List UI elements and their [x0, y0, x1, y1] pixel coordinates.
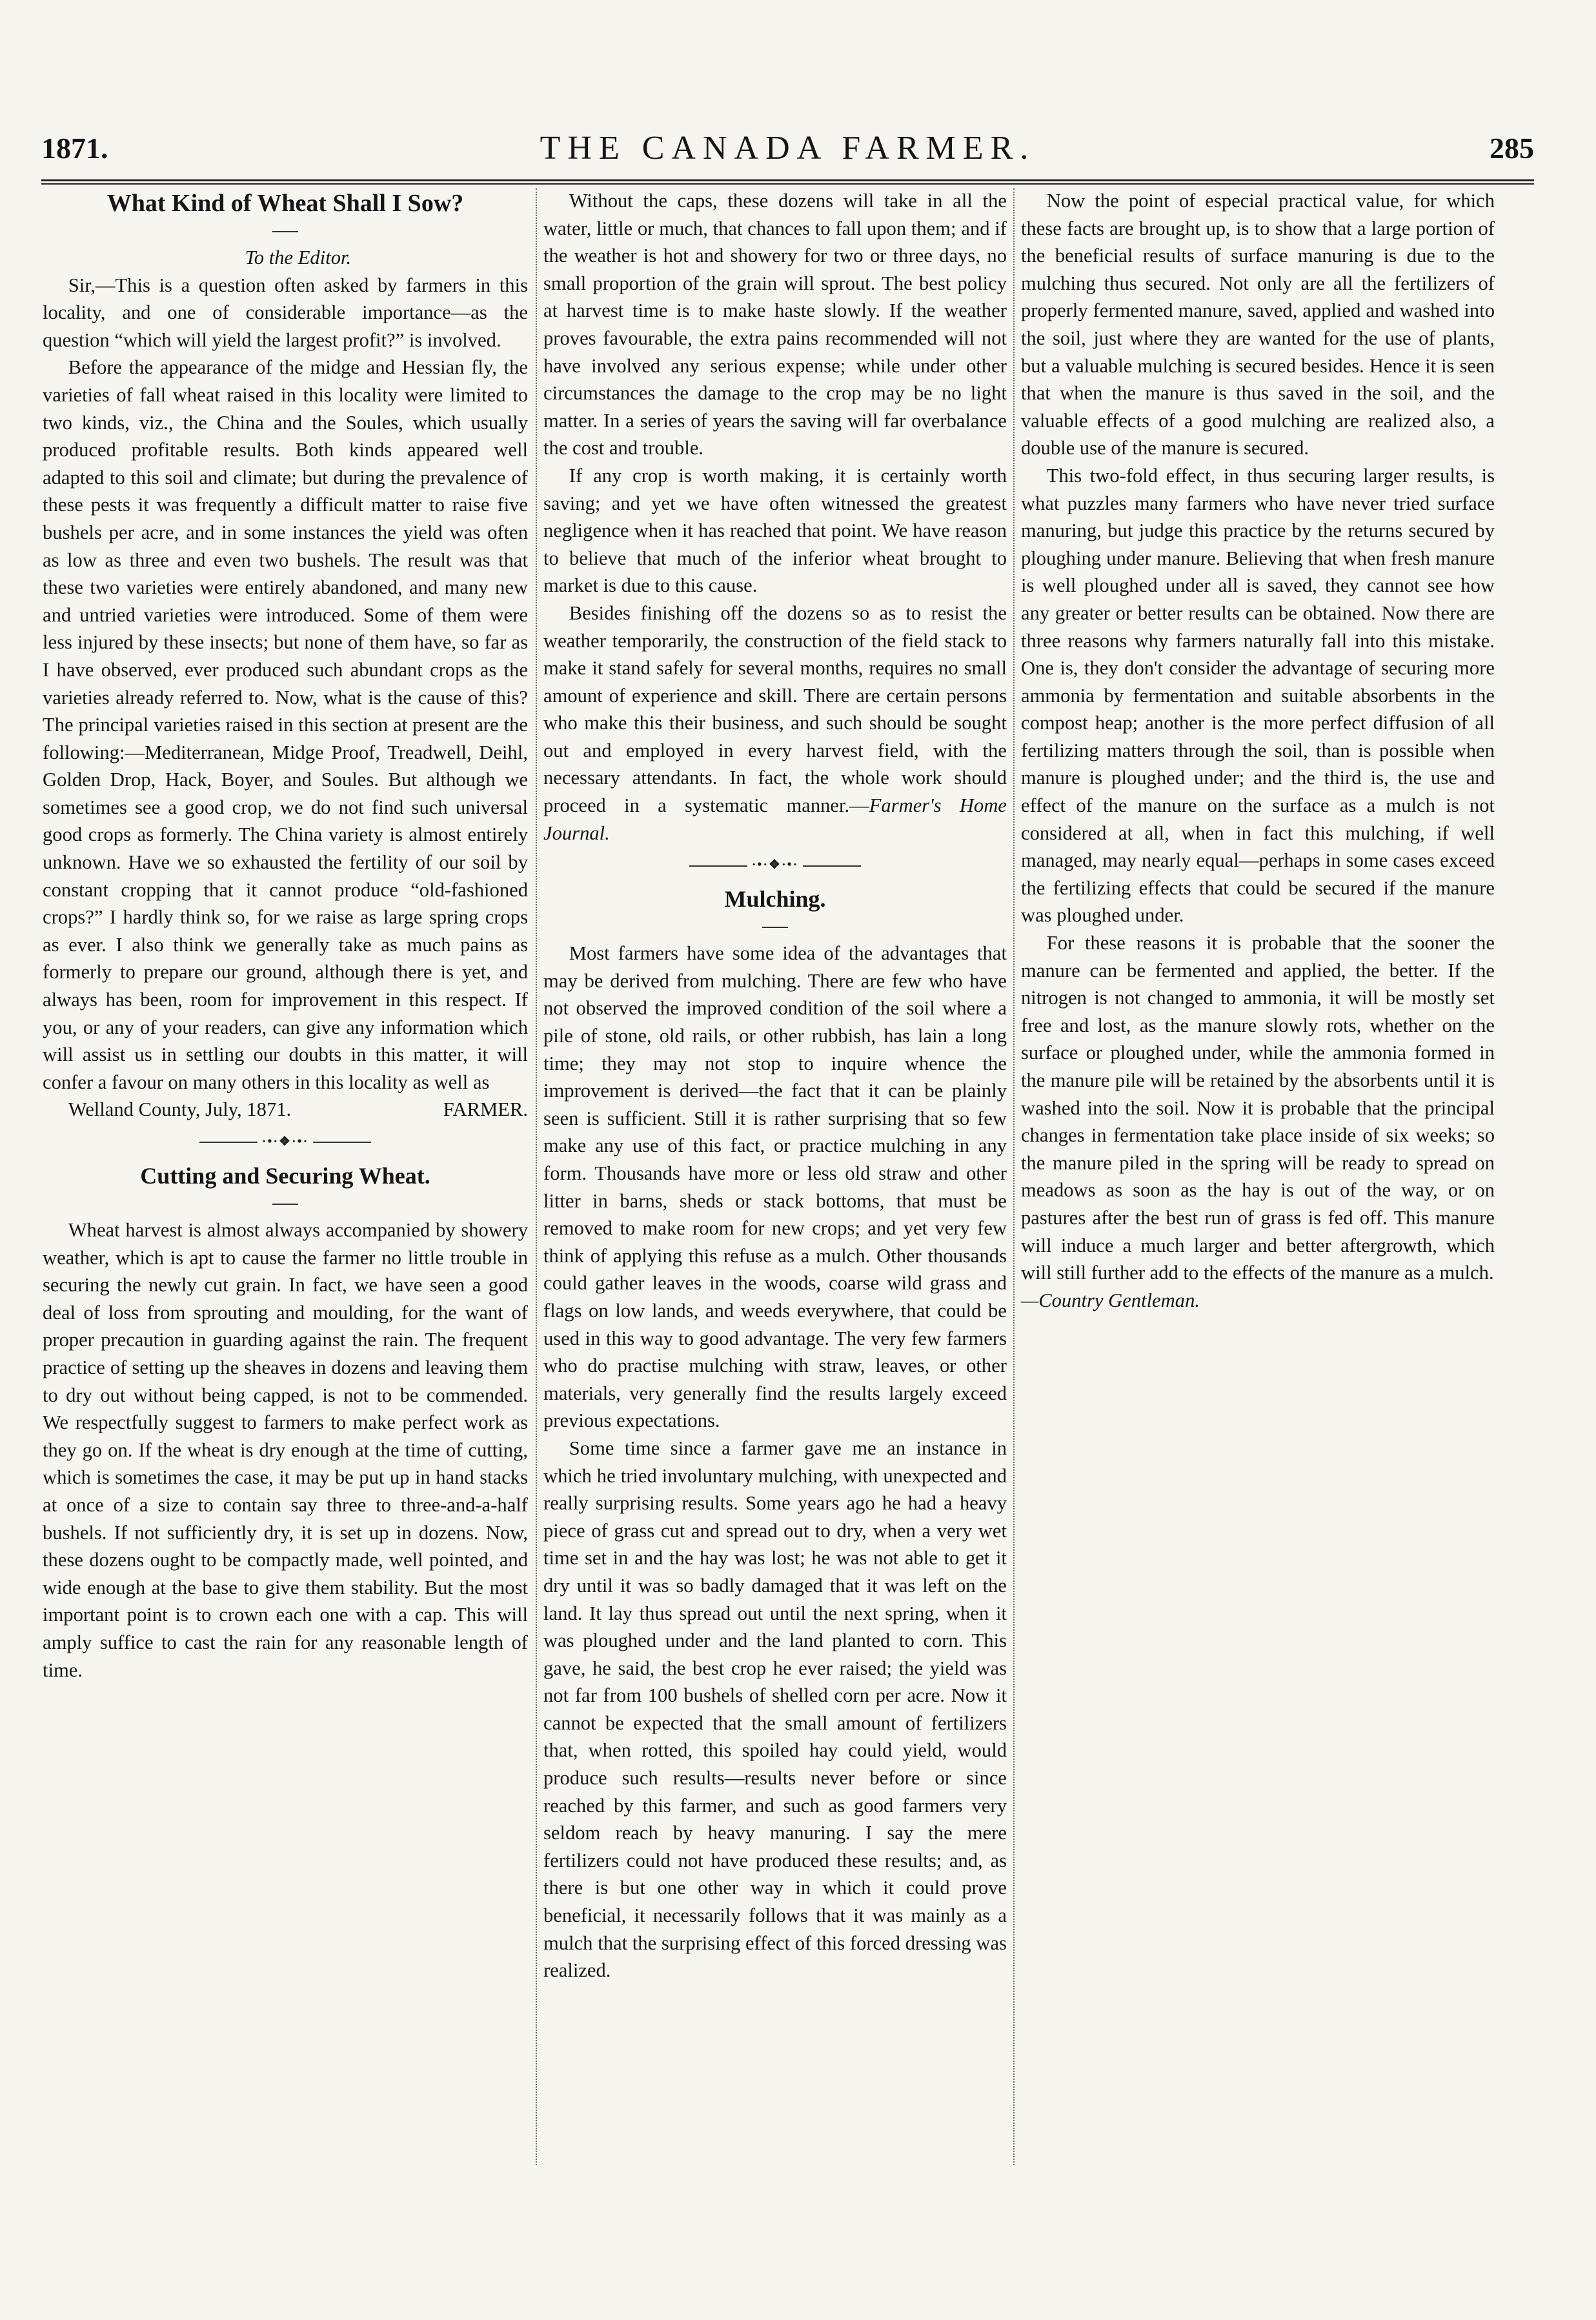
article-paragraph: This two-fold effect, in thus securing larger results, is what puzzles many farmers who have never tried surface manuring, but judge this practice by the returns secured by ploughing under manure. Believing that when fresh manure is well ploughed under all is saved, they cannot see how any greater or better results can be obtained. Now there are three reasons why farmers naturally fall into this mistake. One is, they don't consider the advantage of securing more ammonia by fermentation and suitable absorbents in the compost heap; another is the more perfect diffusion of all fertilizing matters through the soil, than is possible when manure is ploughed under; and the third is, the use and effect of the manure on the surface as a mulch is not considered at all, when in fact this mulching, if well managed, may nearly equal—perhaps in some cases exceed the fertilizing effects that could be secured if the manure was ploughed under. — [1021, 464, 1495, 927]
masthead — [41, 123, 1534, 174]
column-divider — [1013, 188, 1015, 2165]
article-paragraph: Some time since a farmer gave me an instance in which he tried involuntary mulching, with unexpected and really surprising results. Some years ago he had a heavy piece of grass cut and spread out to dry, when a very wet time set in and the hay was lost; he was not able to get it dry until it was so badly damaged that it was left on the land. It lay thus spread out until the next spring, when it was ploughed under and the land planted to corn. This gave, he said, the best crop he ever raised; the yield was not far from 100 bushels of shelled corn per acre. Now it cannot be expected that the small amount of fertilizers that, when rotted, this spoiled hay could yield, would produce such results—results never before or since reached by this farmer, and such as good farmers very seldom reach by heavy manuring. I say the mere fertilizers could not have produced these results; and, as there is but one other way in which it could prove beneficial, it necessarily follows that it was mainly as a mulch that the surprising effect of this forced dressing was realized. — [543, 1437, 1007, 1982]
column-1 — [43, 187, 528, 1684]
issue-year: 1871. — [41, 132, 108, 165]
article-paragraph: If any crop is worth making, it is certainly worth saving; and yet we have often witnessed the greatest negligence when it has reached that point. We have reason to believe that much of the inferior wheat brought to market is due to this cause. — [543, 464, 1007, 597]
column-3 — [1021, 187, 1495, 1314]
article-paragraph: Wheat harvest is almost always accompanied by showery weather, which is apt to cause the farmer no little trouble in securing the newly cut grain. In fact, we have seen a good deal of loss from sprouting and moulding, for the want of proper precaution in guarding against the rain. The frequent practice of setting up the sheaves in dozens and leaving them to dry out without being capped, is not to be commended. We respectfully suggest to farmers to make perfect work as they go on. If the wheat is dry enough at the time of cutting, which is sometimes the case, it may be put up in hand stacks at once of a size to contain say three to three-and-a-half bushels. If not sufficiently dry, it is set up in dozens. Now, these dozens ought to be compactly made, well pointed, and wide enough at the base to give them stability. But the most important point is to crown each one with a cap. This will amply suffice to cast the rain for any reasonable length of time. — [43, 1219, 528, 1681]
heading-dash — [43, 1193, 528, 1213]
section-ornament: ·•·❖·•· — [43, 1130, 528, 1153]
column-divider — [536, 188, 537, 2165]
article-heading-mulching: Mulching. — [724, 886, 826, 913]
article-source: Farmer's Home Journal. — [543, 794, 1007, 844]
letter-signature — [43, 1096, 528, 1124]
article-paragraph: For these reasons it is probable that the sooner the manure can be fermented and applied, the better. If the nitrogen is not changed to ammonia, it will be mostly set free and lost, as the manure slowly rots, whether on the surface or ploughed under, while the ammonia formed in the manure pile will be retained by the absorbents until it is washed into the soil. Now it is probable that the principal changes in fermentation take place inside of six weeks; so the manure piled in the spring will be ready to spread on meadows as soon as the hay is out of the way, or on pastures after the best run of grass is fed off. This manure will induce a much larger and better aftergrowth, which will still further add to the effects of the manure as a mulch. — [1021, 932, 1495, 1284]
masthead-rule — [41, 179, 1534, 181]
column-2 — [543, 187, 1007, 1984]
letter-salutation: To the Editor. — [245, 247, 352, 268]
article-paragraph: Most farmers have some idea of the advantages that may be derived from mulching. There are few who have not observed the improved condition of the soil where a pile of stone, old rails, or other rubbish, has lain a long time; they may not stop to inquire whence the improvement is derived—the fact that it can be plainly seen is sufficient. Still it is rather surprising that so few make any use of this fact, or practice mulching in any form. Thousands have more or less old straw and other litter in barns, sheds or stack bottoms, that must be removed to make room for new crops; and yet very few think of applying this refuse as a mulch. Other thousands could gather leaves in the woods, coarse wild grass and flags on low lands, and weeds everywhere, that could be used in this way to good advantage. The very few farmers who do practise mulching with straw, leaves, or other materials, very generally find the results largely exceed previous expectations. — [543, 942, 1007, 1432]
section-ornament: ·•·❖·•· — [543, 853, 1007, 876]
article-paragraph: Without the caps, these dozens will take in all the water, little or much, that chances to fall upon them; and if the weather is hot and showery for two or three days, no small proportion of the grain will sprout. The best policy at harvest time is to make haste slowly. If the weather proves favourable, the extra pains recommended will not have involved any serious expense; while under other circumstances the damage to the crop may be no light matter. In a series of years the saving will far overbalance the cost and trouble. — [543, 190, 1007, 459]
article-heading-cutting: Cutting and Securing Wheat. — [140, 1163, 430, 1189]
signature-name: FARMER. — [443, 1098, 528, 1121]
article-paragraph: Now the point of especial practical value, for which these facts are brought up, is to show that a large portion of the beneficial results of surface manuring is due to the mulching thus secured. Not only are all the fertilizers of properly fermented manure, saved, applied and washed into the soil, just where they are wanted for the use of plants, but a valuable mulching is secured besides. Hence it is seen that when the manure is thus saved in the soil, and the valuable effects of a good mulching are realized also, a double use of the manure is secured. — [1021, 190, 1495, 459]
page-number: 285 — [1490, 132, 1534, 165]
letter-paragraph: Sir,—This is a question often asked by farmers in this locality, and one of considerable importance—as the question “which will yield the largest profit?” is involved. — [43, 274, 528, 351]
article-heading-wheat: What Kind of Wheat Shall I Sow? — [106, 190, 464, 217]
article-source: —Country Gentleman. — [1021, 1289, 1200, 1311]
heading-dash — [43, 221, 528, 240]
heading-dash — [543, 916, 1007, 936]
signature-place: Welland County, July, 1871. — [68, 1098, 292, 1121]
newspaper-title: THE CANADA FARMER. — [540, 130, 1036, 166]
article-paragraph: Besides finishing off the dozens so as to resist the weather temporarily, the construction of the field stack to make it stand safely for several months, requires no small amount of experience and skill. There are certain persons who make this their business, and such should be sought out and employed in every harvest field, with the necessary attendants. In fact, the whole work should proceed in a systematic manner.—Farmer's Home Journal. — [543, 601, 1007, 844]
masthead-rule-thin — [41, 183, 1534, 185]
letter-paragraph: Before the appearance of the midge and Hessian fly, the varieties of fall wheat raised in this locality were limited to two kinds, viz., the China and the Soules, which usually produced profitable results. Both kinds appeared well adapted to this soil and climate; but during the prevalence of these pests it was frequently a difficult matter to raise five bushels per acre, and in some instances the yield was often as low as three and even two bushels. The result was that these two varieties were entirely abandoned, and many new and untried varieties were introduced. Some of them were less injured by these insects; but none of them have, so far as I have observed, ever produced such abundant crops as the varieties already referred to. Now, what is the cause of this? The principal varieties raised in this section at present are the following:—Mediterranean, Midge Proof, Treadwell, Deihl, Golden Drop, Hack, Boyer, and Soules. But although we sometimes see a good crop, we do not find such universal good crops as formerly. The China variety is almost entirely unknown. Have we so exhausted the fertility of our soil by constant cropping that it cannot produce “old-fashioned crops?” I hardly think so, for we raise as large spring crops as ever. I also think we generally take as much pains as formerly to prepare our ground, although there is yet, and always has been, room for improvement in this respect. If you, or any of your readers, can give any information which will assist us in settling our doubts in this matter, it will confer a favour on many others in this locality as well as — [43, 356, 528, 1093]
